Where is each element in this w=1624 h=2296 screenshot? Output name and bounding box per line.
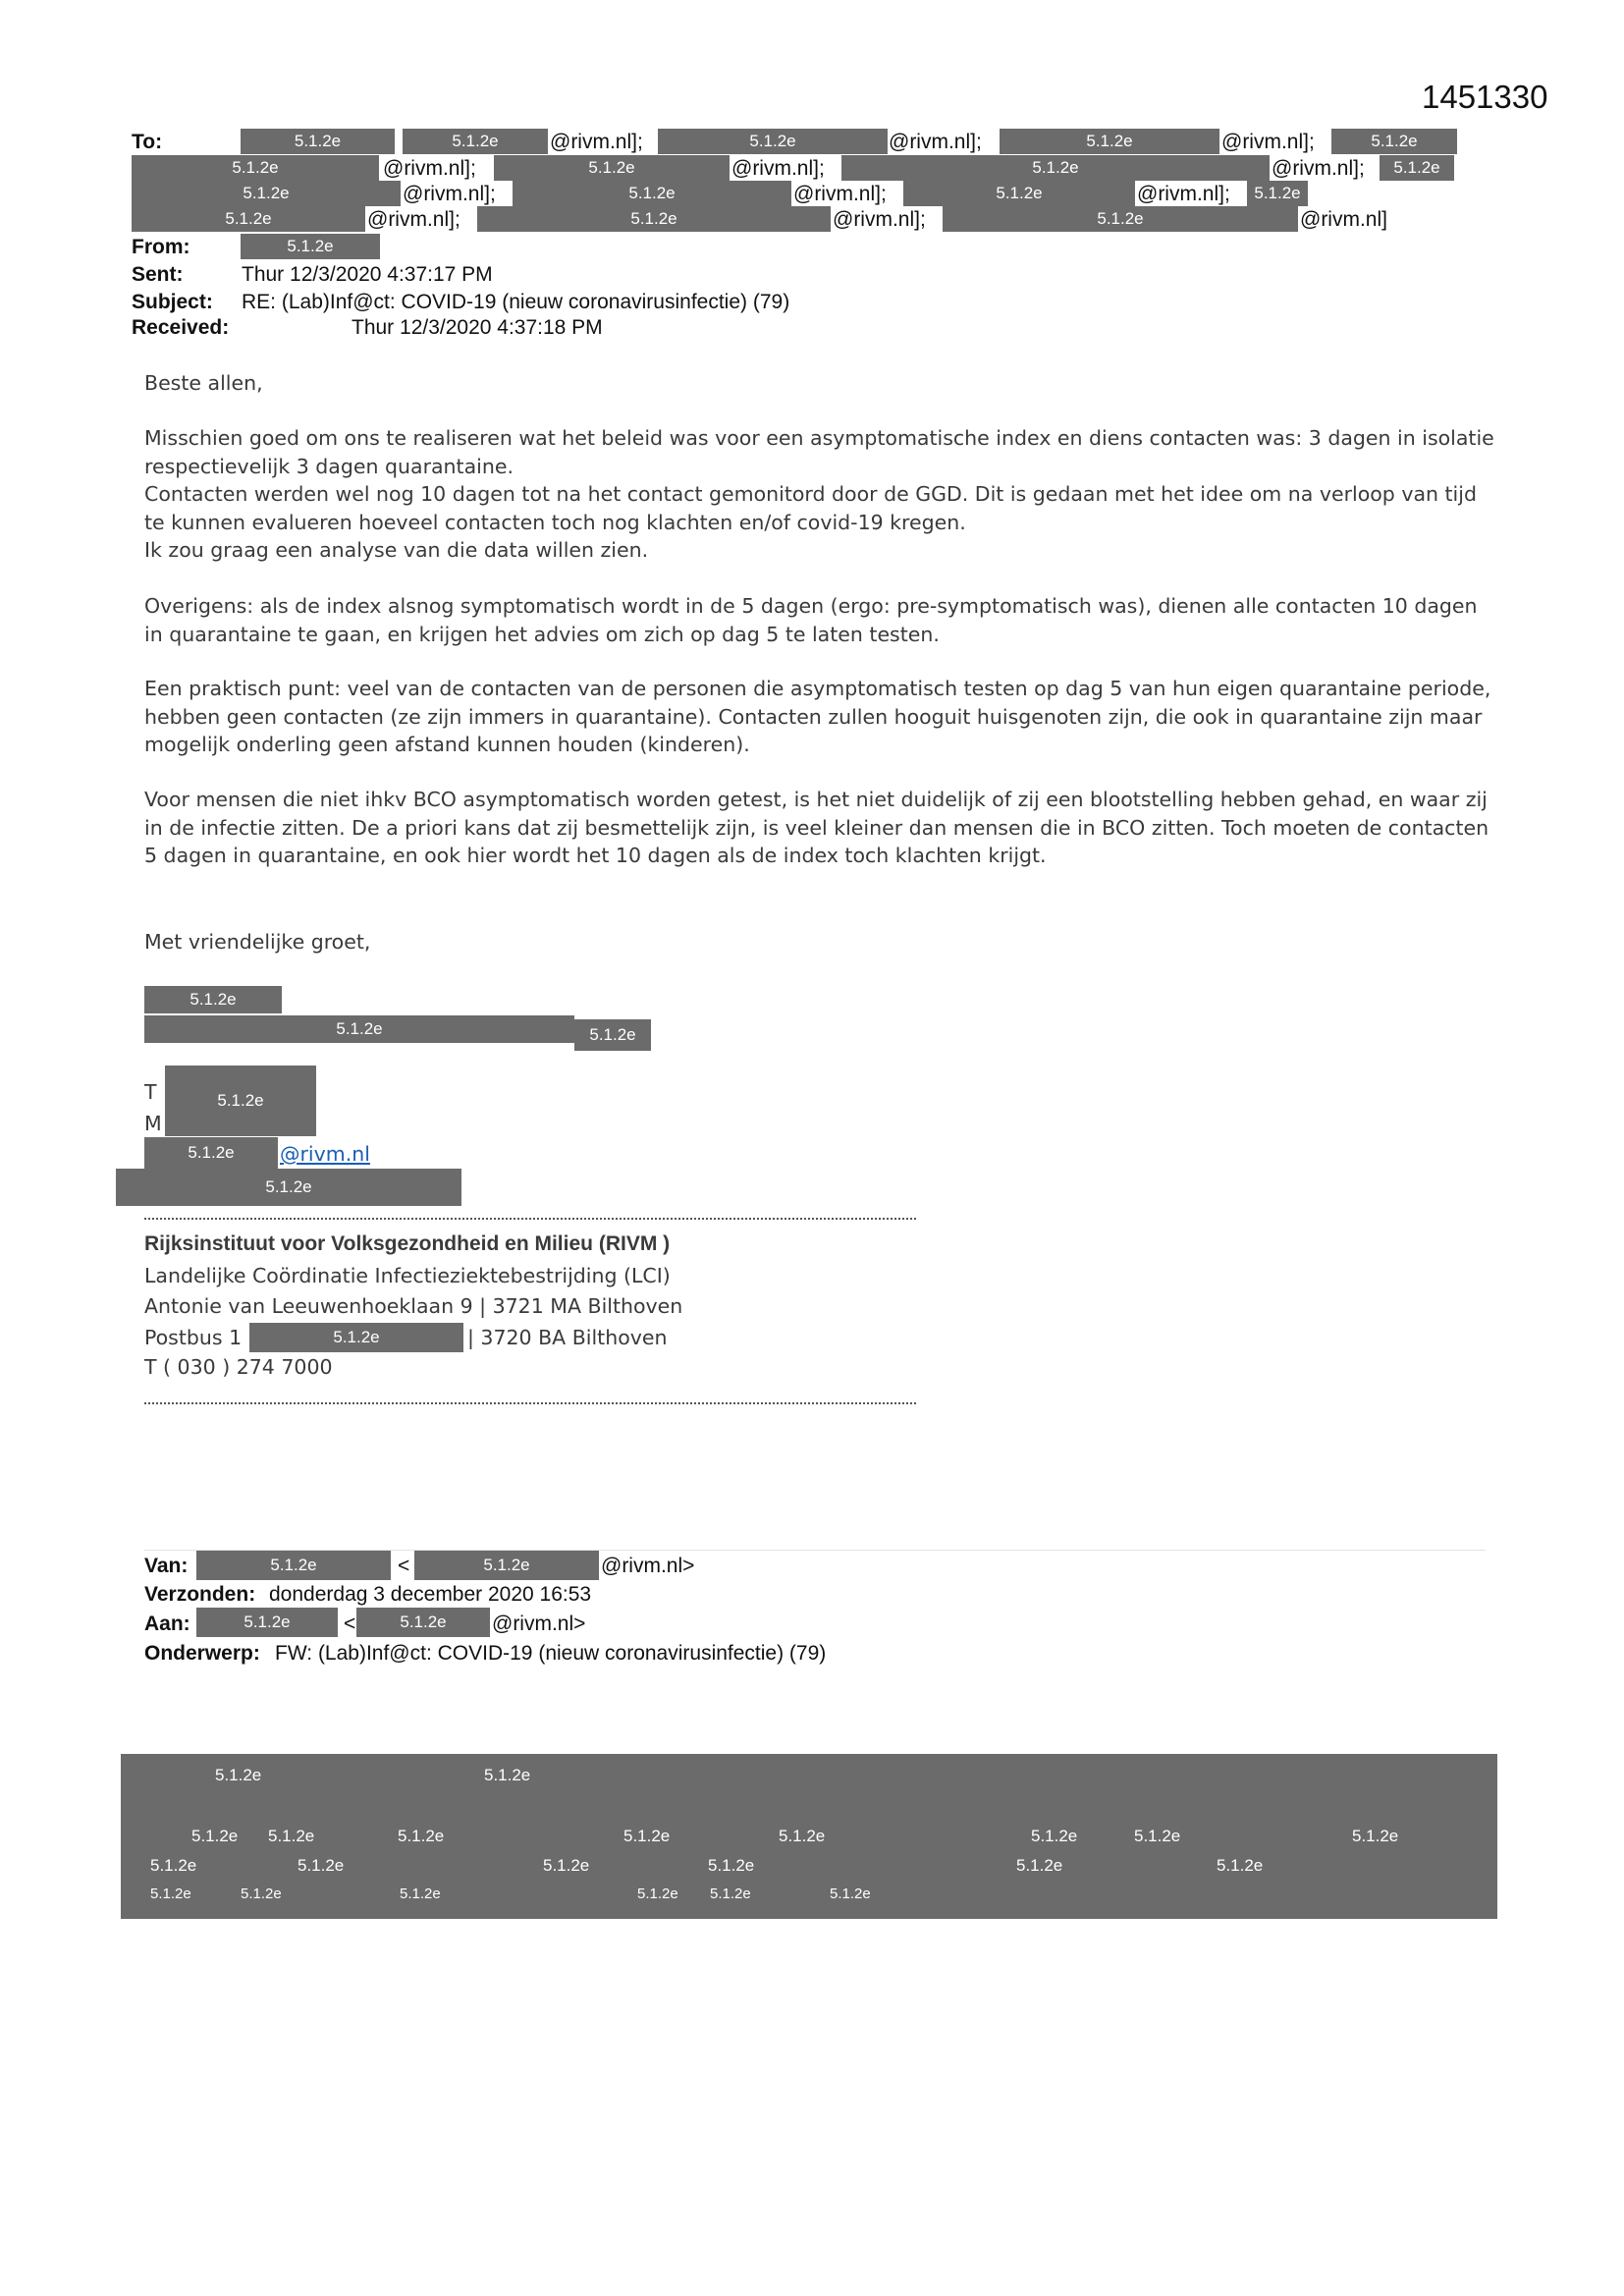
message-greeting: Beste allen, bbox=[144, 371, 263, 395]
document-number: 1451330 bbox=[1422, 79, 1548, 115]
redaction: 5.1.2e bbox=[658, 129, 888, 154]
org-name: Rijksinstituut voor Volksgezondheid en Milieu (RIVM ) bbox=[144, 1232, 671, 1255]
redaction-label: 5.1.2e bbox=[637, 1886, 678, 1902]
van-label: Van: bbox=[144, 1555, 189, 1577]
onderwerp-value: FW: (Lab)Inf@ct: COVID-19 (nieuw coronavirusinfectie) (79) bbox=[275, 1642, 827, 1665]
redacted-block bbox=[121, 1754, 1497, 1919]
email-domain: @rivm.nl]; bbox=[367, 208, 460, 231]
redaction-label: 5.1.2e bbox=[710, 1886, 751, 1902]
message-paragraph: Voor mensen die niet ihkv BCO asymptomatisch worden getest, is het niet duidelijk of zij een blootstelling hebben gehad, en waar zij in de infectie zitten. De a priori kans dat zij besmettelijk zijn, is veel kleiner dan mensen die in BCO zitten. Toch moeten de contacten 5 dagen in quarantaine, en ook hier wordt het 10 dagen als de index toch klachten krijgt. bbox=[144, 788, 1489, 867]
redaction: 5.1.2e bbox=[196, 1551, 391, 1580]
redaction: 5.1.2e bbox=[841, 155, 1270, 181]
email-domain-last: @rivm.nl] bbox=[1300, 208, 1387, 231]
message-paragraph: Misschien goed om ons te realiseren wat het beleid was voor een asymptomatische index en diens contacten was: 3 dagen in isolatie respectievelijk 3 dagen quarantaine. Contacten werden wel nog 10 dagen tot na het contact gemonitord door de GGD. Dit is gedaan met het idee om na verloop van tijd te kunnen evalueren hoeveel contacten toch nog klachten en/of covid-19 kregen. Ik zou graag een analyse van die data willen zien. bbox=[144, 426, 1494, 562]
email-domain: @rivm.nl]; bbox=[731, 157, 825, 180]
subject-value: RE: (Lab)Inf@ct: COVID-19 (nieuw coronavirusinfectie) (79) bbox=[242, 291, 790, 313]
redaction: 5.1.2e bbox=[356, 1608, 490, 1637]
separator bbox=[144, 1402, 916, 1404]
redaction: 5.1.2e bbox=[249, 1323, 463, 1352]
redaction: 5.1.2e bbox=[1247, 181, 1308, 206]
org-dept: Landelijke Coördinatie Infectieziektebestrijding (LCI) bbox=[144, 1264, 671, 1287]
org-address: Antonie van Leeuwenhoeklaan 9 | 3721 MA Bilthoven bbox=[144, 1294, 683, 1318]
redaction: 5.1.2e bbox=[1380, 155, 1454, 181]
redaction-label: 5.1.2e bbox=[215, 1766, 262, 1784]
redaction: 5.1.2e bbox=[903, 181, 1135, 206]
org-postbus-prefix: Postbus 1 bbox=[144, 1326, 243, 1349]
received-value: Thur 12/3/2020 4:37:18 PM bbox=[352, 316, 603, 339]
redaction-label: 5.1.2e bbox=[1352, 1827, 1399, 1845]
redaction: 5.1.2e bbox=[943, 206, 1298, 232]
email-domain: @rivm.nl]; bbox=[550, 131, 643, 153]
message-closing: Met vriendelijke groet, bbox=[144, 930, 371, 954]
sent-label: Sent: bbox=[132, 263, 184, 286]
redaction-label: 5.1.2e bbox=[268, 1827, 315, 1845]
aan-label: Aan: bbox=[144, 1613, 190, 1635]
subject-label: Subject: bbox=[132, 291, 213, 313]
redaction-label: 5.1.2e bbox=[543, 1856, 590, 1875]
email-domain: @rivm.nl]; bbox=[833, 208, 926, 231]
aan-domain: @rivm.nl> bbox=[492, 1613, 586, 1635]
redaction: 5.1.2e bbox=[116, 1169, 461, 1206]
redaction-label: 5.1.2e bbox=[830, 1886, 871, 1902]
email-domain: @rivm.nl]; bbox=[1137, 183, 1230, 205]
signature-email-link[interactable]: @rivm.nl bbox=[280, 1142, 370, 1166]
separator bbox=[144, 1218, 916, 1220]
van-domain: @rivm.nl> bbox=[601, 1555, 695, 1577]
redaction-label: 5.1.2e bbox=[150, 1856, 197, 1875]
email-domain: @rivm.nl]; bbox=[1272, 157, 1365, 180]
redaction-label: 5.1.2e bbox=[398, 1827, 445, 1845]
redaction-label: 5.1.2e bbox=[1031, 1827, 1078, 1845]
redaction-label: 5.1.2e bbox=[400, 1886, 441, 1902]
email-domain: @rivm.nl]; bbox=[793, 183, 887, 205]
redaction: 5.1.2e bbox=[241, 129, 395, 154]
redaction: 5.1.2e bbox=[403, 129, 548, 154]
redaction-label: 5.1.2e bbox=[1016, 1856, 1063, 1875]
redaction: 5.1.2e bbox=[132, 206, 365, 232]
redaction: 5.1.2e bbox=[144, 986, 282, 1013]
redaction: 5.1.2e bbox=[494, 155, 730, 181]
redaction: 5.1.2e bbox=[132, 155, 379, 181]
sent-value: Thur 12/3/2020 4:37:17 PM bbox=[242, 263, 493, 286]
redaction: 5.1.2e bbox=[144, 1015, 574, 1043]
org-phone: T ( 030 ) 274 7000 bbox=[144, 1355, 333, 1379]
signature-phone-prefix: T bbox=[144, 1080, 157, 1104]
redaction: 5.1.2e bbox=[414, 1551, 599, 1580]
redaction: 5.1.2e bbox=[132, 181, 401, 206]
redaction: 5.1.2e bbox=[477, 206, 831, 232]
redaction: 5.1.2e bbox=[513, 181, 791, 206]
redaction-label: 5.1.2e bbox=[1134, 1827, 1181, 1845]
redaction-label: 5.1.2e bbox=[623, 1827, 671, 1845]
verzonden-value: donderdag 3 december 2020 16:53 bbox=[269, 1583, 592, 1606]
received-label: Received: bbox=[132, 316, 230, 339]
redaction-label: 5.1.2e bbox=[779, 1827, 826, 1845]
redaction: 5.1.2e bbox=[574, 1019, 651, 1051]
redaction: 5.1.2e bbox=[241, 234, 380, 259]
redaction-label: 5.1.2e bbox=[241, 1886, 282, 1902]
redaction: 5.1.2e bbox=[196, 1608, 338, 1637]
redaction-label: 5.1.2e bbox=[191, 1827, 239, 1845]
signature-mobile-prefix: M bbox=[144, 1112, 162, 1135]
from-label: From: bbox=[132, 236, 190, 258]
org-postbus-suffix: | 3720 BA Bilthoven bbox=[467, 1326, 668, 1349]
email-domain: @rivm.nl]; bbox=[383, 157, 476, 180]
onderwerp-label: Onderwerp: bbox=[144, 1642, 260, 1665]
message-paragraph: Overigens: als de index alsnog symptomatisch wordt in de 5 dagen (ergo: pre-symptomatisch was), dienen alle contacten 10 dagen in quarantaine te gaan, en krijgen het advies om zich op dag 5 te laten testen. bbox=[144, 594, 1478, 646]
email-domain: @rivm.nl]; bbox=[403, 183, 496, 205]
email-domain: @rivm.nl]; bbox=[889, 131, 982, 153]
redaction: 5.1.2e bbox=[1331, 129, 1457, 154]
email-domain: @rivm.nl]; bbox=[1221, 131, 1315, 153]
redaction-label: 5.1.2e bbox=[150, 1886, 191, 1902]
message-paragraph: Een praktisch punt: veel van de contacten van de personen die asymptomatisch testen op dag 5 van hun eigen quarantaine periode, hebben geen contacten (ze zijn immers in quarantaine). Contacten zullen hooguit huisgenoten zijn, die ook in quarantaine zijn maar mogelijk onderling geen afstand kunnen houden (kinderen). bbox=[144, 677, 1491, 756]
aan-open: < bbox=[344, 1613, 356, 1635]
redaction: 5.1.2e bbox=[165, 1066, 316, 1136]
verzonden-label: Verzonden: bbox=[144, 1583, 256, 1606]
van-open: < bbox=[398, 1555, 410, 1577]
redaction-label: 5.1.2e bbox=[484, 1766, 531, 1784]
redaction-label: 5.1.2e bbox=[1217, 1856, 1264, 1875]
redaction: 5.1.2e bbox=[144, 1137, 278, 1169]
redaction-label: 5.1.2e bbox=[298, 1856, 345, 1875]
to-label: To: bbox=[132, 131, 163, 153]
redaction-label: 5.1.2e bbox=[708, 1856, 755, 1875]
redaction: 5.1.2e bbox=[1000, 129, 1219, 154]
